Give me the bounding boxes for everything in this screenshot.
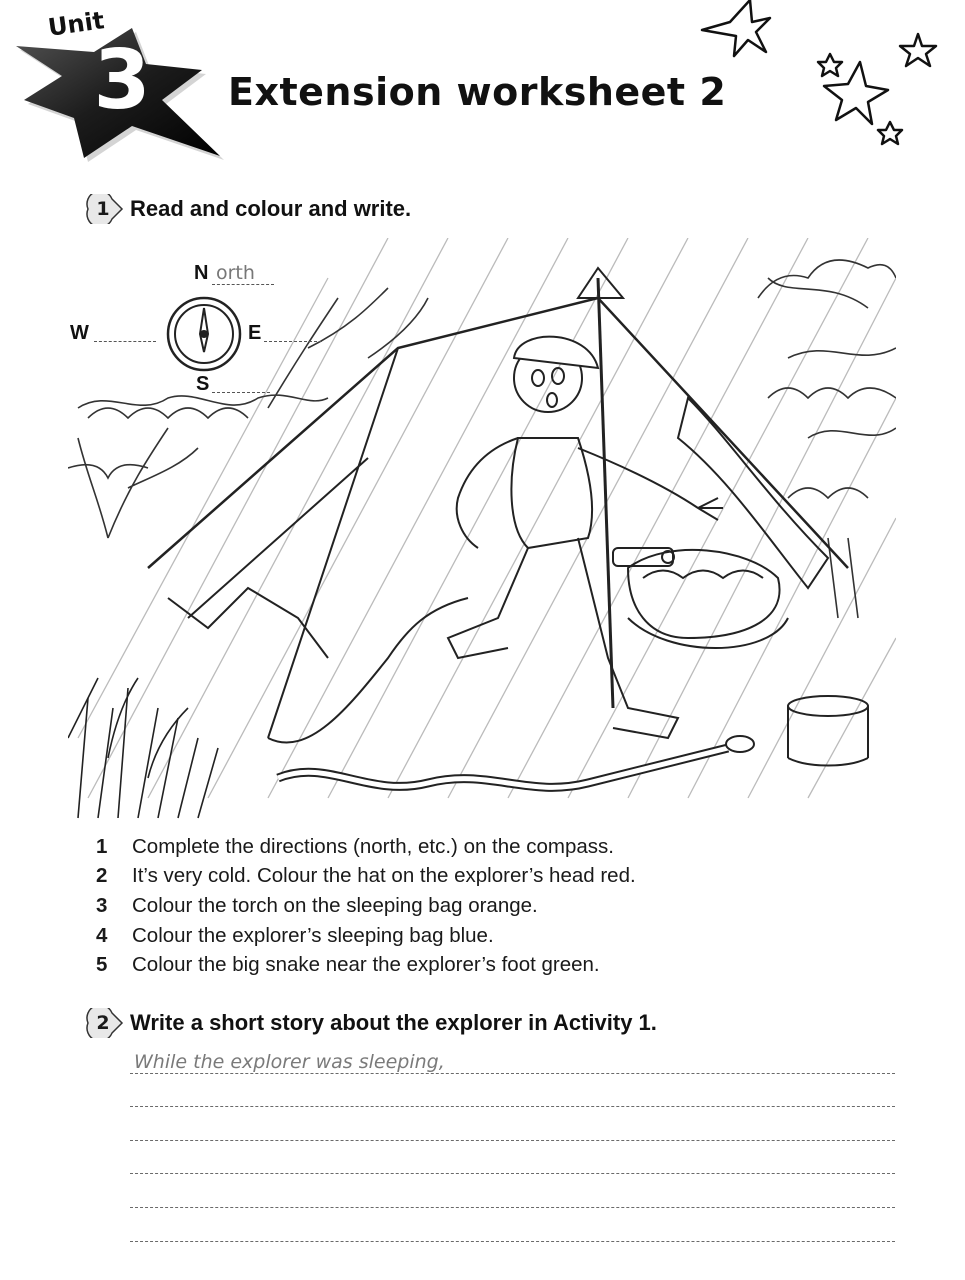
story-writing-area[interactable] — [130, 1040, 895, 1242]
list-item: 4 Colour the explorer’s sleeping bag blue. — [96, 923, 494, 947]
story-starter-text: While the explorer was sleeping, — [134, 1050, 445, 1073]
activity-1-title: Read and colour and write. — [130, 196, 412, 221]
compass-north-answer: orth — [216, 262, 255, 284]
list-item: 1 Complete the directions (north, etc.) on the compass. — [96, 834, 614, 858]
page-title: Extension worksheet 2 — [228, 70, 727, 114]
list-item: 3 Colour the torch on the sleeping bag orange. — [96, 893, 538, 917]
unit-label: Unit — [46, 6, 106, 42]
activity-number-badge: 1 — [86, 194, 124, 224]
explorer-tent-illustration — [68, 238, 896, 820]
compass-east-letter: E — [248, 322, 262, 344]
list-item: 2 It’s very cold. Colour the hat on the explorer’s head red. — [96, 864, 636, 888]
activity-2-title: Write a short story about the explorer in Activity 1. — [130, 1010, 657, 1035]
north-answer-line[interactable] — [212, 284, 274, 285]
writing-line[interactable] — [130, 1074, 895, 1108]
list-item: 5 Colour the big snake near the explorer’s foot green. — [96, 953, 600, 977]
activity-1-heading — [86, 194, 411, 224]
south-answer-line[interactable] — [212, 392, 270, 393]
activity-number-badge: 2 — [86, 1008, 124, 1038]
compass-south-letter: S — [196, 373, 210, 395]
writing-line[interactable] — [130, 1174, 895, 1208]
activity-2-heading — [86, 1008, 657, 1038]
instructions-list — [96, 832, 636, 980]
writing-line[interactable] — [130, 1141, 895, 1175]
unit-number: 3 — [93, 33, 151, 128]
writing-line[interactable] — [130, 1208, 895, 1242]
compass-north-letter: N — [194, 262, 209, 284]
writing-line[interactable] — [130, 1040, 895, 1074]
west-answer-line[interactable] — [94, 341, 156, 342]
decorative-stars-icon — [690, 0, 960, 160]
writing-line[interactable] — [130, 1107, 895, 1141]
east-answer-line[interactable] — [264, 341, 322, 342]
compass-west-letter: W — [70, 322, 89, 344]
